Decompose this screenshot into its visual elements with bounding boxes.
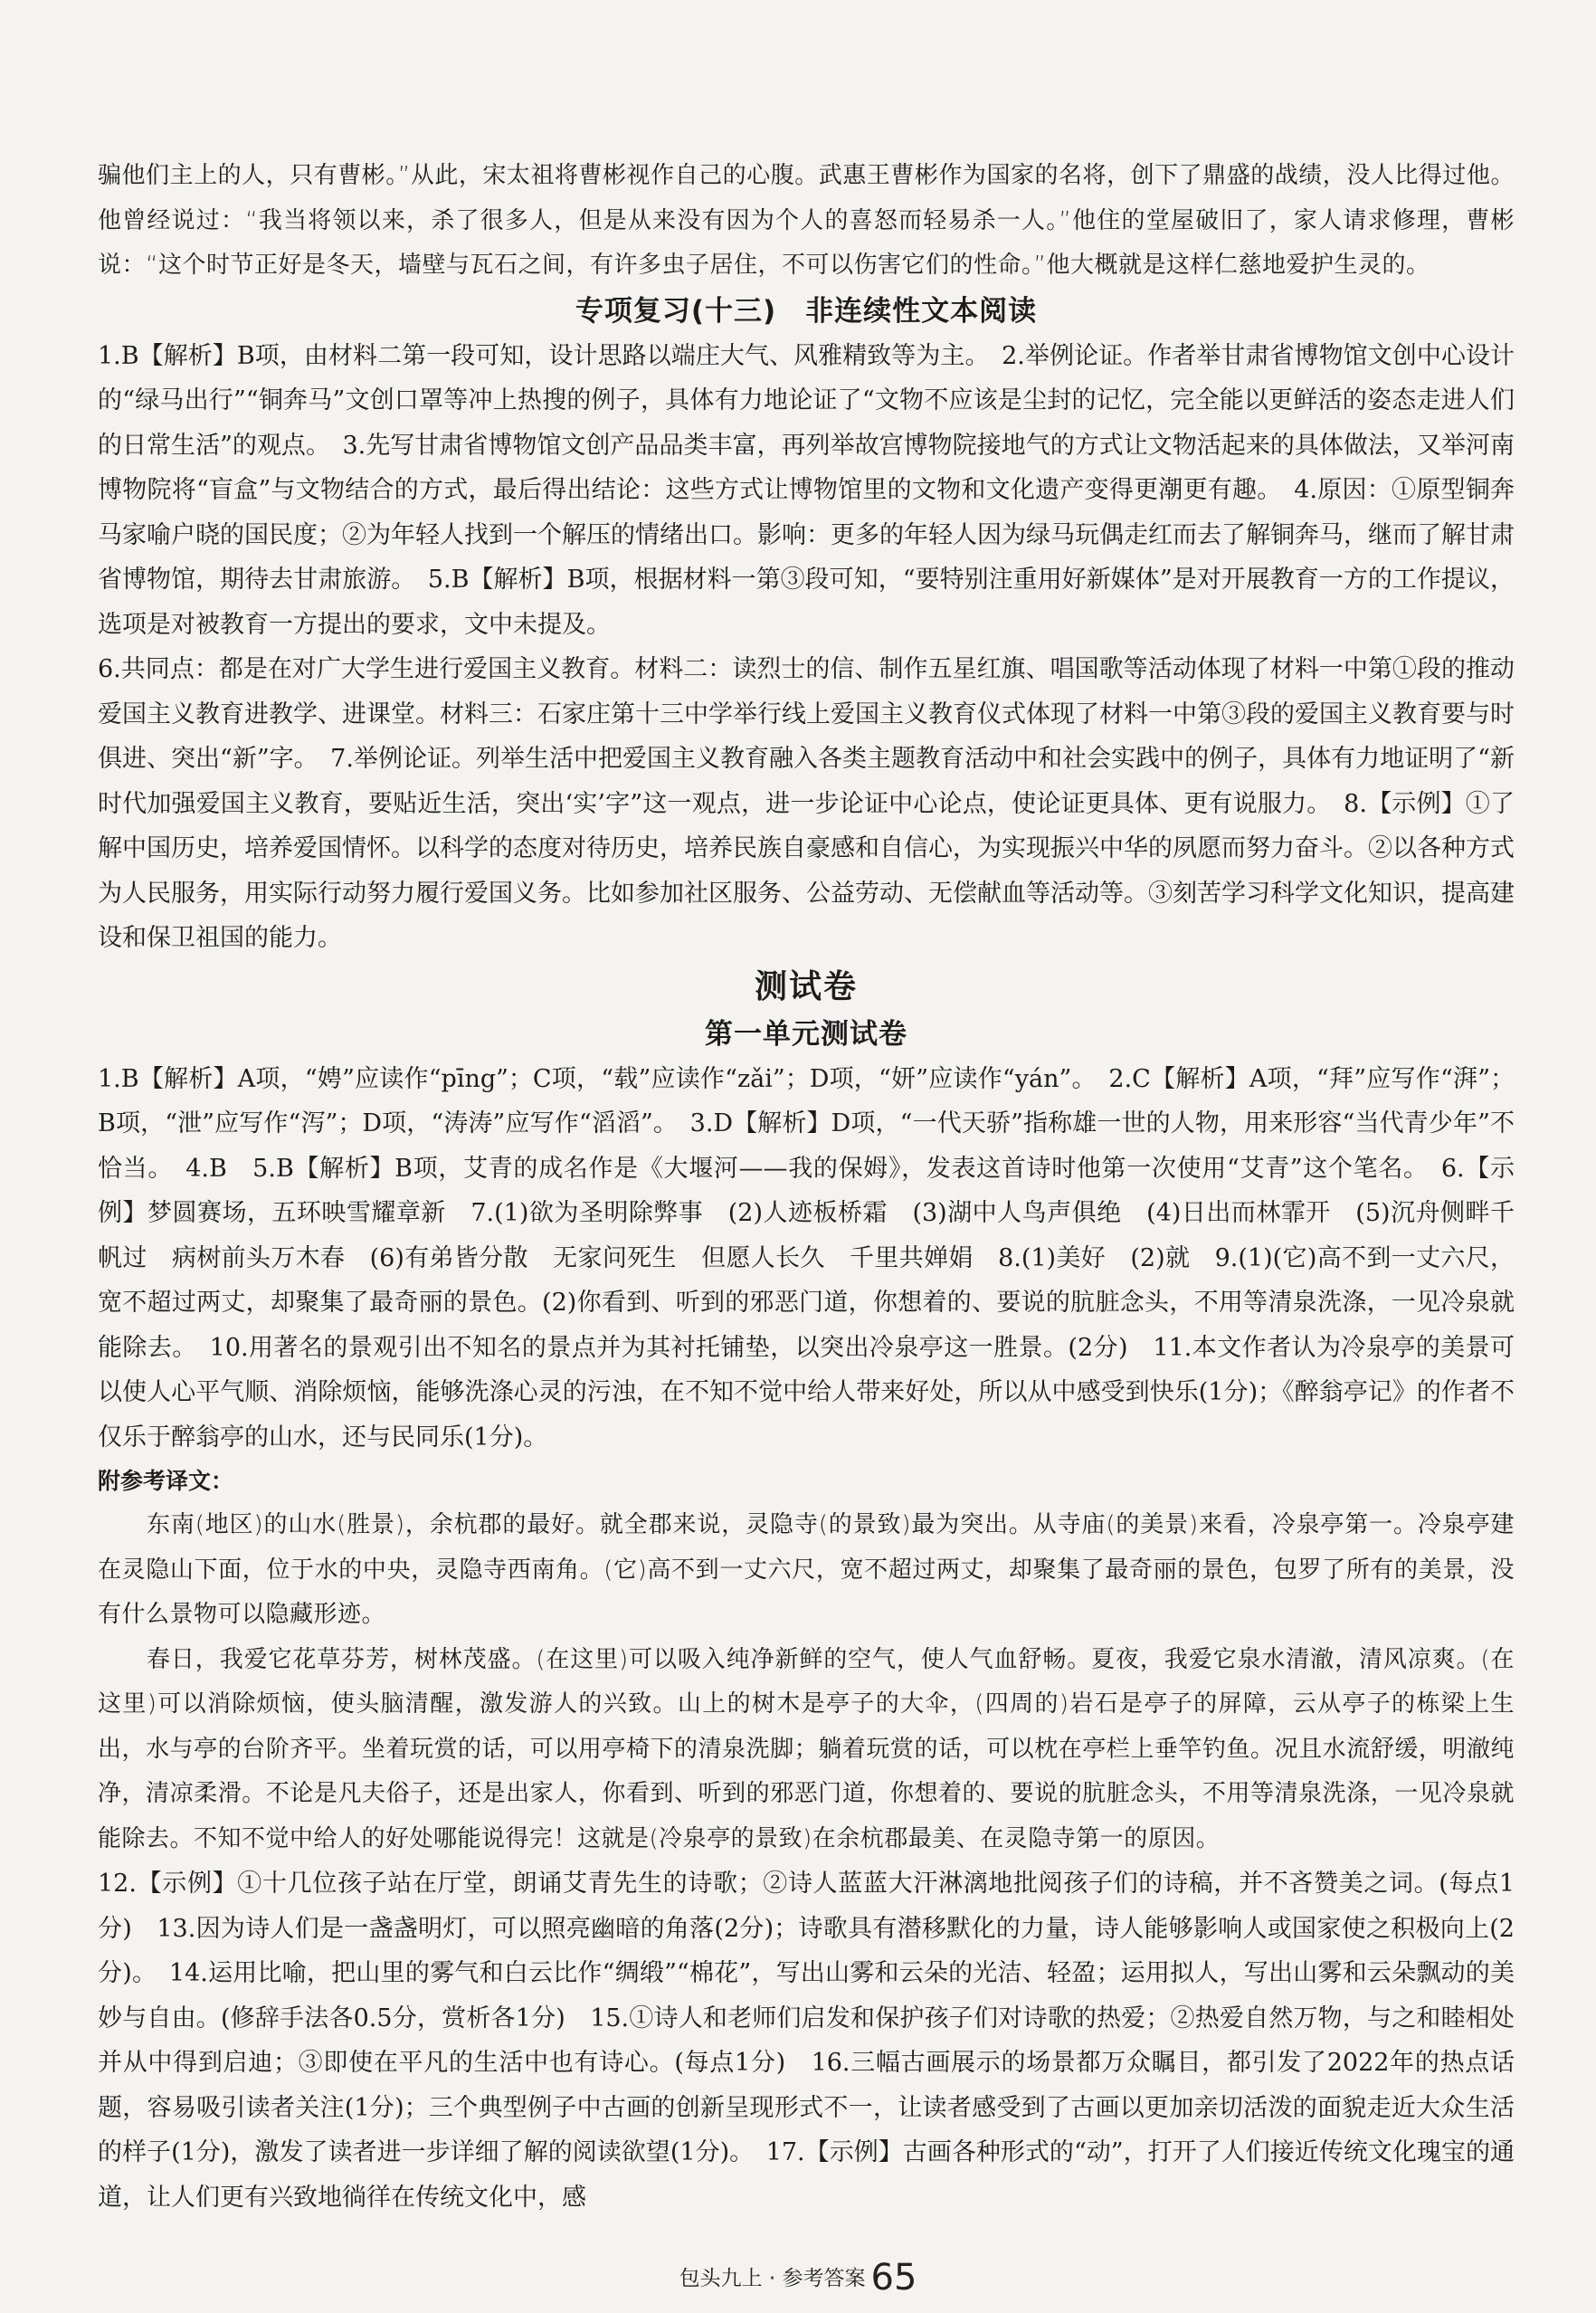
- page-footer: [0, 2257, 1596, 2299]
- section-13-answers-2: 6.共同点：都是在对广大学生进行爱国主义教育。材料二：读烈士的信、制作五星红旗、唱国歌等活动体现了材料一中第①段的推动爱国主义教育进教学、进课堂。材料三：石家庄第十三中学举行线上爱国主义教育仪式体现了材料一中第③段的爱国主义教育要与时俱进、突出“新”字。 7.举例论证。列举生活中把爱国主义教育融入各类主题教育活动中和社会实践中的例子，具体有力地证明了“新时代加强爱国主义教育，要贴近生活，突出‘实’字”这一观点，进一步论证中心论点，使论证更具体、更有说服力。 8.【示例】①了解中国历史，培养爱国情怀。以科学的态度对待历史，培养民族自豪感和自信心，为实现振兴中华的夙愿而努力奋斗。②以各种方式为人民服务，用实际行动努力履行爱国义务。比如参加社区服务、公益劳动、无偿献血等活动等。③刻苦学习科学文化知识，提高建设和保卫祖国的能力。: [98, 655, 1515, 952]
- page-number: 65: [870, 2257, 917, 2299]
- unit-1-test-title: 第一单元测试卷: [705, 1017, 907, 1051]
- appendix-label: 附参考译文：: [98, 1468, 234, 1494]
- section-13-answers-1: 1.B【解析】B项，由材料二第一段可知，设计思路以端庄大气、风雅精致等为主。 2.举例论证。作者举甘肃省博物馆文创中心设计的“绿马出行”“铜奔马”文创口罩等冲上热搜的例子，具体有力地论证了“文物不应该是尘封的记忆，完全能以更鲜活的姿态走进人们的日常生活”的观点。 3.先写甘肃省博物馆文创产品品类丰富，再列举故宫博物院接地气的方式让文物活起来的具体做法，又举河南博物院将“盲盒”与文物结合的方式，最后得出结论：这些方式让博物馆里的文物和文化遗产变得更潮更有趣。 4.原因：①原型铜奔马家喻户晓的国民度；②为年轻人找到一个解压的情绪出口。影响：更多的年轻人因为绿马玩偶走红而去了解铜奔马，继而了解甘肃省博物馆，期待去甘肃旅游。 5.B【解析】B项，根据材料一第③段可知，“要特别注重用好新媒体”是对开展教育一方的工作提议，选项是对被教育一方提出的要求，文中未提及。: [98, 341, 1515, 639]
- footer-label: 包头九上 · 参考答案: [679, 2267, 866, 2290]
- reference-translation-2: 春日，我爱它花草芬芳，树林茂盛。(在这里)可以吸入纯净新鲜的空气，使人气血舒畅。夏夜，我爱它泉水清澈，清风凉爽。(在这里)可以消除烦恼，使头脑清醒，激发游人的兴致。山上的树木是亭子的大伞，(四周的)岩石是亭子的屏障，云从亭子的栋梁上生出，水与亭的台阶齐平。坐着玩赏的话，可以用亭椅下的清泉洗脚；躺着玩赏的话，可以枕在亭栏上垂竿钓鱼。况且水流舒缓，明澈纯净，清凉柔滑。不论是凡夫俗子，还是出家人，你看到、听到的邪恶门道，你想着的、要说的肮脏念头，不用等清泉洗涤，一见冷泉就能除去。不知不觉中给人的好处哪能说得完！这就是(冷泉亭的景致)在余杭郡最美、在灵隐寺第一的原因。: [98, 1645, 1515, 1852]
- reference-translation-1: 东南(地区)的山水(胜景)，余杭郡的最好。就全郡来说，灵隐寺(的景致)最为突出。从寺庙(的美景)来看，冷泉亭第一。冷泉亭建在灵隐山下面，位于水的中央，灵隐寺西南角。(它)高不到一丈六尺，宽不超过两丈，却聚集了最奇丽的景色，包罗了所有的美景，没有什么景物可以隐藏形迹。: [98, 1511, 1515, 1628]
- unit-1-answers-1: 1.B【解析】A项，“娉”应读作“pīng”；C项，“载”应读作“zǎi”；D项，“妍”应读作“yán”。 2.C【解析】A项，“拜”应写作“湃”；B项，“泄”应写作“泻”；D项，“涛涛”应写作“滔滔”。 3.D【解析】D项，“一代天骄”指称雄一世的人物，用来形容“当代青少年”不恰当。 4.B 5.B【解析】B项，艾青的成名作是《大堰河——我的保姆》，发表这首诗时他第一次使用“艾青”这个笔名。 6.【示例】梦圆赛场，五环映雪耀章新 7.(1)欲为圣明除弊事 (2)人迹板桥霜 (3)湖中人鸟声俱绝 (4)日出而林霏开 (5)沉舟侧畔千帆过 病树前头万木春 (6)有弟皆分散 无家问死生 但愿人长久 千里共婵娟 8.(1)美好 (2)就 9.(1)(它)高不到一丈六尺，宽不超过两丈，却聚集了最奇丽的景色。(2)你看到、听到的邪恶门道，你想着的、要说的肮脏念头，不用等清泉洗涤，一见冷泉就能除去。 10.用著名的景观引出不知名的景点并为其衬托铺垫，以突出冷泉亭这一胜景。(2分) 11.本文作者认为冷泉亭的美景可以使人心平气顺、消除烦恼，能够洗涤心灵的污浊，在不知不觉中给人带来好处，所以从中感受到快乐(1分)；《醉翁亭记》的作者不仅乐于醉翁亭的山水，还与民同乐(1分)。: [98, 1064, 1515, 1452]
- section-13-title: 专项复习(十三) 非连续性文本阅读: [575, 294, 1038, 328]
- test-paper-title: 测试卷: [754, 967, 858, 1005]
- intro-translation: 骗他们主上的人，只有曹彬。”从此，宋太祖将曹彬视作自己的心腹。武惠王曹彬作为国家的名将，创下了鼎盛的战绩，没人比得过他。他曾经说过：“我当将领以来，杀了很多人，但是从来没有因为个人的喜怒而轻易杀一人。”他住的堂屋破旧了，家人请求修理，曹彬说：“这个时节正好是冬天，墙壁与瓦石之间，有许多虫子居住，不可以伤害它们的性命。”他大概就是这样仁慈地爱护生灵的。: [98, 162, 1515, 279]
- unit-1-answers-2: 12.【示例】①十几位孩子站在厅堂，朗诵艾青先生的诗歌；②诗人蓝蓝大汗淋漓地批阅孩子们的诗稿，并不吝赞美之词。(每点1分) 13.因为诗人们是一盏盏明灯，可以照亮幽暗的角落(2分)；诗歌具有潜移默化的力量，诗人能够影响人或国家使之积极向上(2分)。 14.运用比喻，把山里的雾气和白云比作“绸缎”“棉花”，写出山雾和云朵的光洁、轻盈；运用拟人，写出山雾和云朵飘动的美妙与自由。(修辞手法各0.5分，赏析各1分) 15.①诗人和老师们启发和保护孩子们对诗歌的热爱；②热爱自然万物，与之和睦相处并从中得到启迪；③即使在平凡的生活中也有诗心。(每点1分) 16.三幅古画展示的场景都万众瞩目，都引发了2022年的热点话题，容易吸引读者关注(1分)；三个典型例子中古画的创新呈现形式不一，让读者感受到了古画以更加亲切活泼的面貌走近大众生活的样子(1分)，激发了读者进一步详细了解的阅读欲望(1分)。 17.【示例】古画各种形式的“动”，打开了人们接近传统文化瑰宝的通道，让人们更有兴致地徜徉在传统文化中，感: [98, 1870, 1515, 2212]
